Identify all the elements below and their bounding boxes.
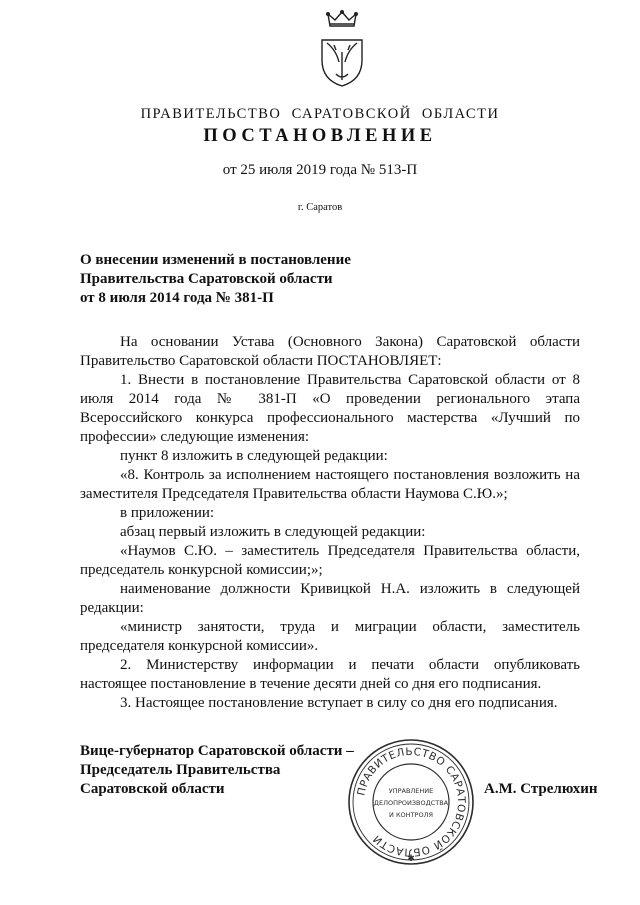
signatory-position-line: Саратовской области <box>80 781 225 797</box>
stamp-center-line: ДЕЛОПРОИЗВОДСТВА <box>373 799 449 807</box>
body-paragraph: На основании Устава (Основного Закона) Саратовской области Правительство Саратовской области ПОСТАНОВЛЯЕТ: <box>80 334 580 369</box>
stamp-ring-text: ПРАВИТЕЛЬСТВО САРАТОВСКОЙ ОБЛАСТИ <box>355 745 468 859</box>
stamp-center-line: УПРАВЛЕНИЕ <box>388 787 434 795</box>
body-paragraph: 1. Внести в постановление Правительства Саратовской области от 8 июля 2014 года № 381-П «О проведении регионального этапа Всероссийского конкурса профессионального мастерства «Лучший по профессии» следующие изменения: <box>80 372 580 445</box>
document-type-title: ПОСТАНОВЛЕНИЕ <box>203 126 437 146</box>
document-city: г. Саратов <box>297 202 343 213</box>
body-paragraph: «Наумов С.Ю. – заместитель Председателя Правительства области, председатель конкурсной комиссии;»; <box>80 543 580 578</box>
stamp-center-line: И КОНТРОЛЯ <box>389 811 433 819</box>
subject-line: О внесении изменений в постановление <box>80 252 351 268</box>
signatory-position-line: Вице-губернатор Саратовской области – <box>80 743 354 759</box>
body-paragraph: пункт 8 изложить в следующей редакции: <box>120 448 388 464</box>
document-dateline: от 25 июля 2019 года № 513-П <box>222 162 418 178</box>
saratov-coat-of-arms-icon <box>318 10 366 88</box>
body-paragraph: 2. Министерству информации и печати области опубликовать настоящее постановление в течение десяти дней со дня его подписания. <box>80 657 580 692</box>
signatory-position-line: Председатель Правительства <box>80 762 281 778</box>
body-paragraph: 3. Настоящее постановление вступает в силу со дня его подписания. <box>120 695 558 711</box>
body-paragraph: «министр занятости, труда и миграции области, заместитель председателя конкурсной комиссии». <box>80 619 580 654</box>
signatory-name: А.М. Стрелюхин <box>484 781 598 797</box>
signatory-position <box>80 742 354 799</box>
star-icon: ✱ <box>407 854 415 864</box>
body-paragraph: наименование должности Кривицкой Н.А. изложить в следующей редакции: <box>80 581 580 616</box>
document-body <box>80 333 580 713</box>
official-stamp <box>346 737 476 867</box>
body-paragraph: «8. Контроль за исполнением настоящего постановления возложить на заместителя Председателя Правительства области Наумова С.Ю.»; <box>80 467 580 502</box>
document-subject <box>80 251 351 308</box>
subject-line: от 8 июля 2014 года № 381-П <box>80 290 274 306</box>
body-paragraph: абзац первый изложить в следующей редакции: <box>120 524 426 540</box>
government-name: ПРАВИТЕЛЬСТВО САРАТОВСКОЙ ОБЛАСТИ <box>140 106 500 122</box>
subject-line: Правительства Саратовской области <box>80 271 333 287</box>
body-paragraph: в приложении: <box>120 505 215 521</box>
